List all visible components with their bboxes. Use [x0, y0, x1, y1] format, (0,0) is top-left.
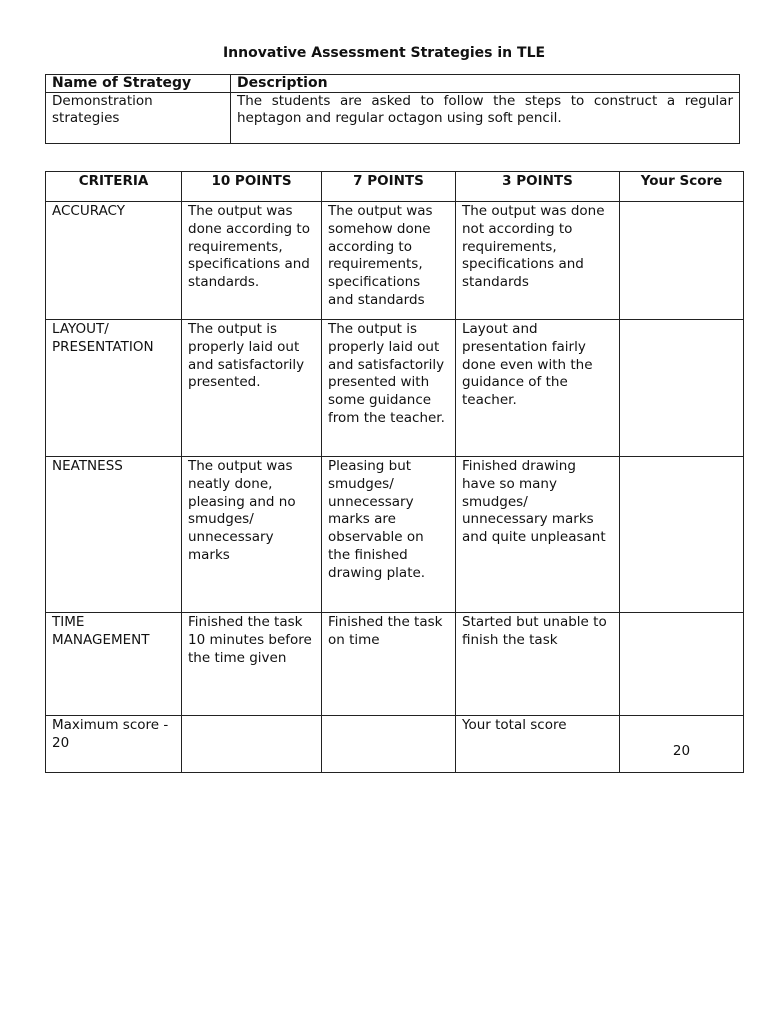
total-score-cell[interactable]	[620, 716, 744, 773]
criteria-cell: TIME MANAGEMENT	[46, 613, 182, 716]
score-cell[interactable]	[620, 202, 744, 320]
ten-points-cell: The output was neatly done, pleasing and no smudges/ unnecessary marks	[182, 457, 322, 613]
seven-points-cell: Pleasing but smudges/ unnecessary marks are observable on the finished drawing plate.	[322, 457, 456, 613]
rubric-header-row	[46, 172, 744, 202]
strategy-name-cell: Demonstration strategies	[46, 93, 231, 144]
ten-points-cell: Finished the task 10 minutes before the time given	[182, 613, 322, 716]
criteria-header: CRITERIA	[46, 172, 182, 202]
empty-cell	[322, 716, 456, 773]
your-score-header: Your Score	[620, 172, 744, 202]
three-points-header: 3 POINTS	[456, 172, 620, 202]
maximum-score-cell: Maximum score - 20	[46, 716, 182, 773]
empty-cell	[182, 716, 322, 773]
total-score-value: 20	[672, 743, 691, 759]
document-title: Innovative Assessment Strategies in TLE	[222, 45, 546, 61]
strategy-table	[45, 74, 740, 144]
strategy-name-header: Name of Strategy	[46, 75, 231, 93]
score-cell[interactable]	[620, 320, 744, 457]
score-cell[interactable]	[620, 613, 744, 716]
ten-points-header: 10 POINTS	[182, 172, 322, 202]
criteria-cell: NEATNESS	[46, 457, 182, 613]
three-points-cell: Finished drawing have so many smudges/ unnecessary marks and quite unpleasant	[456, 457, 620, 613]
rubric-table	[45, 171, 744, 773]
strategy-row	[46, 93, 740, 144]
ten-points-cell: The output is properly laid out and satisfactorily presented.	[182, 320, 322, 457]
seven-points-cell: Finished the task on time	[322, 613, 456, 716]
three-points-cell: Started but unable to finish the task	[456, 613, 620, 716]
three-points-cell: The output was done not according to requirements, specifications and standards	[456, 202, 620, 320]
seven-points-cell: The output was somehow done according to requirements, specifications and standards	[322, 202, 456, 320]
ten-points-cell: The output was done according to requirements, specifications and standards.	[182, 202, 322, 320]
strategy-header-row	[46, 75, 740, 93]
seven-points-header: 7 POINTS	[322, 172, 456, 202]
rubric-row-layout	[46, 320, 744, 457]
three-points-cell: Layout and presentation fairly done even with the guidance of the teacher.	[456, 320, 620, 457]
criteria-cell: LAYOUT/ PRESENTATION	[46, 320, 182, 457]
strategy-description-cell: The students are asked to follow the steps to construct a regular heptagon and regular octagon using soft pencil.	[231, 93, 740, 144]
criteria-cell: ACCURACY	[46, 202, 182, 320]
rubric-footer-row	[46, 716, 744, 773]
rubric-row-neatness	[46, 457, 744, 613]
total-score-label-cell: Your total score	[456, 716, 620, 773]
seven-points-cell: The output is properly laid out and satisfactorily presented with some guidance from the teacher.	[322, 320, 456, 457]
rubric-row-accuracy	[46, 202, 744, 320]
rubric-row-time-management	[46, 613, 744, 716]
score-cell[interactable]	[620, 457, 744, 613]
strategy-description-header: Description	[231, 75, 740, 93]
